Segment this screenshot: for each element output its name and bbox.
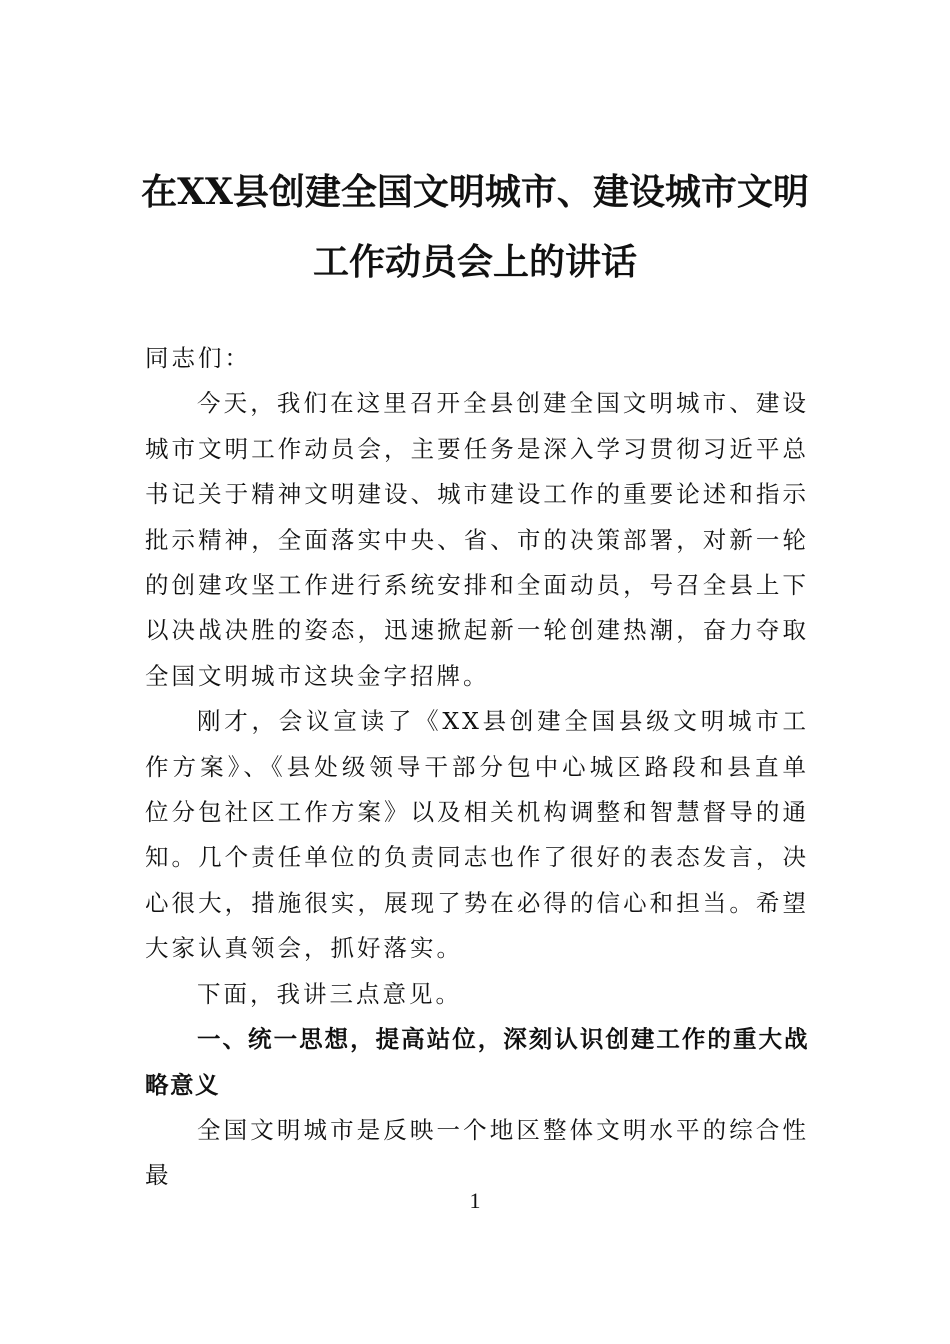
paragraph-meeting-recap: 刚才，会议宣读了《XX县创建全国县级文明城市工作方案》、《县处级领导干部分包中心城区路段和县直单位分包社区工作方案》以及相关机构调整和智慧督导的通知。几个责任单位的负责同志也作了很好的表态发言，决心很大，措施很实，展现了势在必得的信心和担当。希望大家认真领会，抓好落实。 xyxy=(145,707,809,963)
document-title-line-1: 在XX县创建全国文明城市、建设城市文明 xyxy=(141,171,809,213)
document-body xyxy=(145,336,809,1199)
paragraph-transition: 下面，我讲三点意见。 xyxy=(197,979,462,1008)
paragraph-section-1-start: 全国文明城市是反映一个地区整体文明水平的综合性最 xyxy=(145,1115,809,1190)
page-number: 1 xyxy=(469,1188,481,1213)
salutation: 同志们： xyxy=(145,344,251,372)
document-title-line-2: 工作动员会上的讲话 xyxy=(312,241,637,283)
section-heading-1: 一、统一思想，提高站位，深刻认识创建工作的重大战略意义 xyxy=(145,1025,809,1099)
paragraph-opening: 今天，我们在这里召开全县创建全国文明城市、建设城市文明工作动员会，主要任务是深入学习贯彻习近平总书记关于精神文明建设、城市建设工作的重要论述和指示批示精神，全面落实中央、省、市的决策部署，对新一轮的创建攻坚工作进行系统安排和全面动员，号召全县上下以决战决胜的姿态，迅速掀起新一轮创建热潮，奋力夺取全国文明城市这块金字招牌。 xyxy=(145,389,809,690)
